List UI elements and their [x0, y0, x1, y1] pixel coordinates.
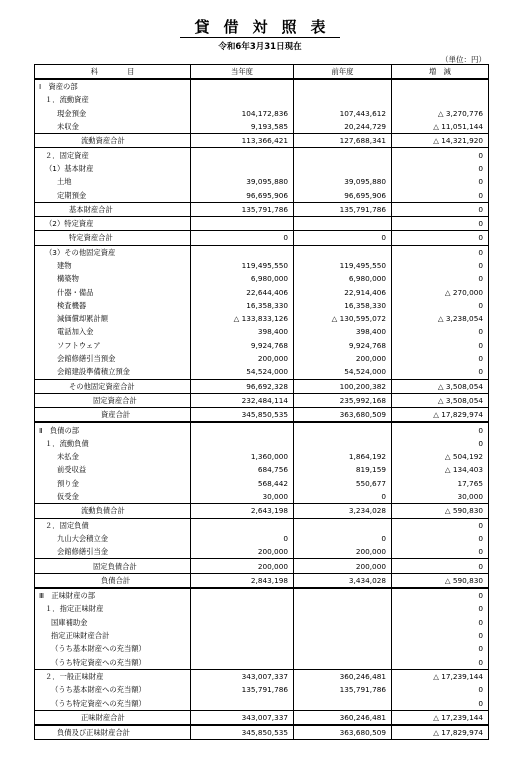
table-row — [35, 120, 489, 134]
change-value: △ 17,829,974 — [392, 725, 489, 740]
change-value — [392, 79, 489, 93]
account-name: Ⅲ 正味財産の部 — [35, 588, 191, 602]
previous-year-value: 200,000 — [294, 559, 392, 573]
table-row — [35, 79, 489, 93]
previous-year-value: 135,791,786 — [294, 683, 392, 696]
table-row — [35, 669, 489, 683]
account-name: 前受収益 — [35, 463, 191, 476]
previous-year-value: 135,791,786 — [294, 202, 392, 216]
account-name: 正味財産合計 — [35, 710, 191, 725]
change-value: 0 — [392, 245, 489, 259]
table-row — [35, 188, 489, 202]
change-value: 0 — [392, 162, 489, 175]
previous-year-value: 360,246,481 — [294, 710, 392, 725]
table-row — [35, 518, 489, 532]
previous-year-value: 127,688,341 — [294, 134, 392, 148]
table-row — [35, 710, 489, 725]
account-name: Ⅱ 負債の部 — [35, 422, 191, 436]
previous-year-value: 22,914,406 — [294, 285, 392, 298]
table-row — [35, 339, 489, 352]
account-name: 什器・備品 — [35, 285, 191, 298]
change-value: 0 — [392, 175, 489, 188]
current-year-value: 135,791,786 — [191, 202, 294, 216]
table-row — [35, 231, 489, 245]
current-year-value: 9,924,768 — [191, 339, 294, 352]
account-name: 九山大会積立金 — [35, 532, 191, 545]
table-row — [35, 379, 489, 393]
header-current-year: 当年度 — [191, 65, 294, 80]
current-year-value — [191, 655, 294, 669]
change-value: 0 — [392, 616, 489, 629]
previous-year-value: 119,495,550 — [294, 259, 392, 272]
current-year-value: 568,442 — [191, 477, 294, 490]
previous-year-value: 363,680,509 — [294, 725, 392, 740]
table-row — [35, 352, 489, 365]
change-value: 0 — [392, 216, 489, 230]
previous-year-value — [294, 79, 392, 93]
previous-year-value: 200,000 — [294, 545, 392, 559]
current-year-value: 200,000 — [191, 352, 294, 365]
current-year-value: 684,756 — [191, 463, 294, 476]
table-row — [35, 272, 489, 285]
change-value: △ 11,051,144 — [392, 120, 489, 134]
change-value: 0 — [392, 518, 489, 532]
table-row — [35, 107, 489, 120]
current-year-value — [191, 642, 294, 655]
current-year-value: 200,000 — [191, 559, 294, 573]
account-name: １．流動資産 — [35, 93, 191, 106]
current-year-value — [191, 148, 294, 162]
change-value: △ 504,192 — [392, 450, 489, 463]
change-value: 0 — [392, 422, 489, 436]
previous-year-value — [294, 162, 392, 175]
account-name: 会館建設準備積立預金 — [35, 365, 191, 379]
previous-year-value — [294, 655, 392, 669]
previous-year-value: 0 — [294, 231, 392, 245]
table-row — [35, 463, 489, 476]
current-year-value — [191, 602, 294, 615]
change-value: 0 — [392, 299, 489, 312]
table-row — [35, 602, 489, 615]
current-year-value: 0 — [191, 532, 294, 545]
previous-year-value: 398,400 — [294, 325, 392, 338]
account-name: ソフトウェア — [35, 339, 191, 352]
current-year-value: 30,000 — [191, 490, 294, 504]
change-value: △ 590,830 — [392, 573, 489, 588]
change-value: 0 — [392, 188, 489, 202]
current-year-value — [191, 162, 294, 175]
current-year-value: 398,400 — [191, 325, 294, 338]
previous-year-value: 39,095,880 — [294, 175, 392, 188]
change-value: △ 3,508,054 — [392, 393, 489, 407]
current-year-value — [191, 422, 294, 436]
table-row — [35, 437, 489, 450]
account-name: １．流動負債 — [35, 437, 191, 450]
change-value: 0 — [392, 325, 489, 338]
current-year-value — [191, 437, 294, 450]
account-name: その他固定資産合計 — [35, 379, 191, 393]
previous-year-value — [294, 216, 392, 230]
header-previous-year: 前年度 — [294, 65, 392, 80]
current-year-value: 2,843,198 — [191, 573, 294, 588]
change-value — [392, 93, 489, 106]
change-value: △ 3,508,054 — [392, 379, 489, 393]
change-value: 0 — [392, 683, 489, 696]
table-row — [35, 422, 489, 436]
table-row — [35, 696, 489, 710]
balance-sheet-table — [34, 64, 489, 740]
current-year-value: 345,850,535 — [191, 725, 294, 740]
table-row — [35, 312, 489, 325]
previous-year-value: 235,992,168 — [294, 393, 392, 407]
previous-year-value — [294, 437, 392, 450]
current-year-value: 200,000 — [191, 545, 294, 559]
previous-year-value: 100,200,382 — [294, 379, 392, 393]
account-name: 資産合計 — [35, 408, 191, 423]
previous-year-value — [294, 93, 392, 106]
change-value: 0 — [392, 545, 489, 559]
previous-year-value: 0 — [294, 490, 392, 504]
previous-year-value — [294, 642, 392, 655]
current-year-value: 104,172,836 — [191, 107, 294, 120]
change-value: 0 — [392, 655, 489, 669]
previous-year-value: 363,680,509 — [294, 408, 392, 423]
current-year-value: 9,193,585 — [191, 120, 294, 134]
account-name: （1）基本財産 — [35, 162, 191, 175]
account-name: 固定負債合計 — [35, 559, 191, 573]
current-year-value: 54,524,000 — [191, 365, 294, 379]
table-row — [35, 365, 489, 379]
current-year-value: 6,980,000 — [191, 272, 294, 285]
table-row — [35, 683, 489, 696]
account-name: ２．固定資産 — [35, 148, 191, 162]
account-name: 特定資産合計 — [35, 231, 191, 245]
current-year-value: 16,358,330 — [191, 299, 294, 312]
table-row — [35, 559, 489, 573]
account-name: （うち特定資産への充当額） — [35, 655, 191, 669]
account-name: 減価償却累計額 — [35, 312, 191, 325]
current-year-value: △ 133,833,126 — [191, 312, 294, 325]
table-row — [35, 629, 489, 642]
account-name: 基本財産合計 — [35, 202, 191, 216]
account-name: 負債合計 — [35, 573, 191, 588]
table-row — [35, 588, 489, 602]
change-value: 30,000 — [392, 490, 489, 504]
table-row — [35, 545, 489, 559]
previous-year-value: 6,980,000 — [294, 272, 392, 285]
change-value: △ 17,239,144 — [392, 710, 489, 725]
table-row — [35, 299, 489, 312]
current-year-value — [191, 588, 294, 602]
current-year-value — [191, 629, 294, 642]
previous-year-value: 360,246,481 — [294, 669, 392, 683]
previous-year-value — [294, 148, 392, 162]
table-row — [35, 642, 489, 655]
current-year-value — [191, 93, 294, 106]
change-value: △ 14,321,920 — [392, 134, 489, 148]
current-year-value: 0 — [191, 231, 294, 245]
account-name: 会館修繕引当金 — [35, 545, 191, 559]
account-name: 国庫補助金 — [35, 616, 191, 629]
account-name: Ⅰ 資産の部 — [35, 79, 191, 93]
account-name: 負債及び正味財産合計 — [35, 725, 191, 740]
previous-year-value: 3,234,028 — [294, 504, 392, 518]
previous-year-value — [294, 616, 392, 629]
change-value: △ 590,830 — [392, 504, 489, 518]
account-name: 定期預金 — [35, 188, 191, 202]
header-account: 科 目 — [35, 65, 191, 80]
current-year-value — [191, 245, 294, 259]
current-year-value: 2,643,198 — [191, 504, 294, 518]
previous-year-value: 9,924,768 — [294, 339, 392, 352]
account-name: 仮受金 — [35, 490, 191, 504]
change-value: △ 17,239,144 — [392, 669, 489, 683]
previous-year-value: 550,677 — [294, 477, 392, 490]
previous-year-value: 3,434,028 — [294, 573, 392, 588]
account-name: 現金預金 — [35, 107, 191, 120]
change-value: 0 — [392, 642, 489, 655]
table-header-row — [35, 65, 489, 80]
table-row — [35, 259, 489, 272]
change-value: 0 — [392, 365, 489, 379]
table-row — [35, 245, 489, 259]
previous-year-value: 1,864,192 — [294, 450, 392, 463]
change-value: 0 — [392, 202, 489, 216]
current-year-value — [191, 79, 294, 93]
current-year-value: 135,791,786 — [191, 683, 294, 696]
change-value: 0 — [392, 602, 489, 615]
account-name: 固定資産合計 — [35, 393, 191, 407]
account-name: 預り金 — [35, 477, 191, 490]
table-row — [35, 202, 489, 216]
previous-year-value — [294, 629, 392, 642]
current-year-value — [191, 696, 294, 710]
table-row — [35, 616, 489, 629]
account-name: 土地 — [35, 175, 191, 188]
change-value: △ 3,238,054 — [392, 312, 489, 325]
change-value: 0 — [392, 148, 489, 162]
account-name: 電話加入金 — [35, 325, 191, 338]
change-value: 0 — [392, 259, 489, 272]
change-value: △ 134,403 — [392, 463, 489, 476]
table-row — [35, 134, 489, 148]
current-year-value: 119,495,550 — [191, 259, 294, 272]
current-year-value: 343,007,337 — [191, 710, 294, 725]
change-value: 0 — [392, 559, 489, 573]
account-name: （うち基本財産への充当額） — [35, 642, 191, 655]
table-row — [35, 175, 489, 188]
unit-label: （単位：円） — [441, 55, 486, 64]
change-value: 0 — [392, 272, 489, 285]
previous-year-value — [294, 696, 392, 710]
account-name: 構築物 — [35, 272, 191, 285]
document-title: 貸借対照表 — [0, 16, 520, 37]
change-value: 0 — [392, 437, 489, 450]
table-row — [35, 93, 489, 106]
previous-year-value: 107,443,612 — [294, 107, 392, 120]
previous-year-value — [294, 602, 392, 615]
table-row — [35, 216, 489, 230]
table-row — [35, 504, 489, 518]
change-value: 0 — [392, 696, 489, 710]
current-year-value: 96,695,906 — [191, 188, 294, 202]
change-value: 0 — [392, 629, 489, 642]
account-name: （うち基本財産への充当額） — [35, 683, 191, 696]
previous-year-value: 96,695,906 — [294, 188, 392, 202]
table-row — [35, 285, 489, 298]
account-name: 指定正味財産合計 — [35, 629, 191, 642]
table-row — [35, 477, 489, 490]
previous-year-value — [294, 588, 392, 602]
previous-year-value — [294, 245, 392, 259]
table-row — [35, 725, 489, 740]
previous-year-value — [294, 422, 392, 436]
current-year-value: 96,692,328 — [191, 379, 294, 393]
account-name: （うち特定資産への充当額） — [35, 696, 191, 710]
table-row — [35, 408, 489, 423]
change-value: 0 — [392, 352, 489, 365]
table-row — [35, 450, 489, 463]
table-row — [35, 573, 489, 588]
previous-year-value — [294, 518, 392, 532]
account-name: 流動資産合計 — [35, 134, 191, 148]
previous-year-value: △ 130,595,072 — [294, 312, 392, 325]
current-year-value — [191, 216, 294, 230]
current-year-value: 1,360,000 — [191, 450, 294, 463]
change-value: 0 — [392, 532, 489, 545]
previous-year-value: 16,358,330 — [294, 299, 392, 312]
current-year-value: 113,366,421 — [191, 134, 294, 148]
table-row — [35, 532, 489, 545]
account-name: 検査機器 — [35, 299, 191, 312]
account-name: （2）特定資産 — [35, 216, 191, 230]
previous-year-value: 0 — [294, 532, 392, 545]
previous-year-value: 20,244,729 — [294, 120, 392, 134]
account-name: １．指定正味財産 — [35, 602, 191, 615]
header-change: 増 減 — [392, 65, 489, 80]
table-row — [35, 148, 489, 162]
account-name: 流動負債合計 — [35, 504, 191, 518]
previous-year-value: 200,000 — [294, 352, 392, 365]
current-year-value: 343,007,337 — [191, 669, 294, 683]
change-value: △ 3,270,776 — [392, 107, 489, 120]
account-name: 会館修繕引当預金 — [35, 352, 191, 365]
account-name: 未収金 — [35, 120, 191, 134]
current-year-value — [191, 518, 294, 532]
table-row — [35, 393, 489, 407]
account-name: ２．一般正味財産 — [35, 669, 191, 683]
previous-year-value: 54,524,000 — [294, 365, 392, 379]
current-year-value: 232,484,114 — [191, 393, 294, 407]
account-name: 建物 — [35, 259, 191, 272]
account-name: （3）その他固定資産 — [35, 245, 191, 259]
previous-year-value: 819,159 — [294, 463, 392, 476]
table-row — [35, 162, 489, 175]
current-year-value — [191, 616, 294, 629]
account-name: ２．固定負債 — [35, 518, 191, 532]
change-value: 0 — [392, 339, 489, 352]
change-value: △ 270,000 — [392, 285, 489, 298]
table-row — [35, 325, 489, 338]
current-year-value: 39,095,880 — [191, 175, 294, 188]
as-of-date: 令和6年3月31日現在 — [218, 42, 302, 52]
change-value: 17,765 — [392, 477, 489, 490]
account-name: 未払金 — [35, 450, 191, 463]
change-value: △ 17,829,974 — [392, 408, 489, 423]
change-value: 0 — [392, 231, 489, 245]
change-value: 0 — [392, 588, 489, 602]
current-year-value: 345,850,535 — [191, 408, 294, 423]
table-row — [35, 490, 489, 504]
current-year-value: 22,644,406 — [191, 285, 294, 298]
table-row — [35, 655, 489, 669]
